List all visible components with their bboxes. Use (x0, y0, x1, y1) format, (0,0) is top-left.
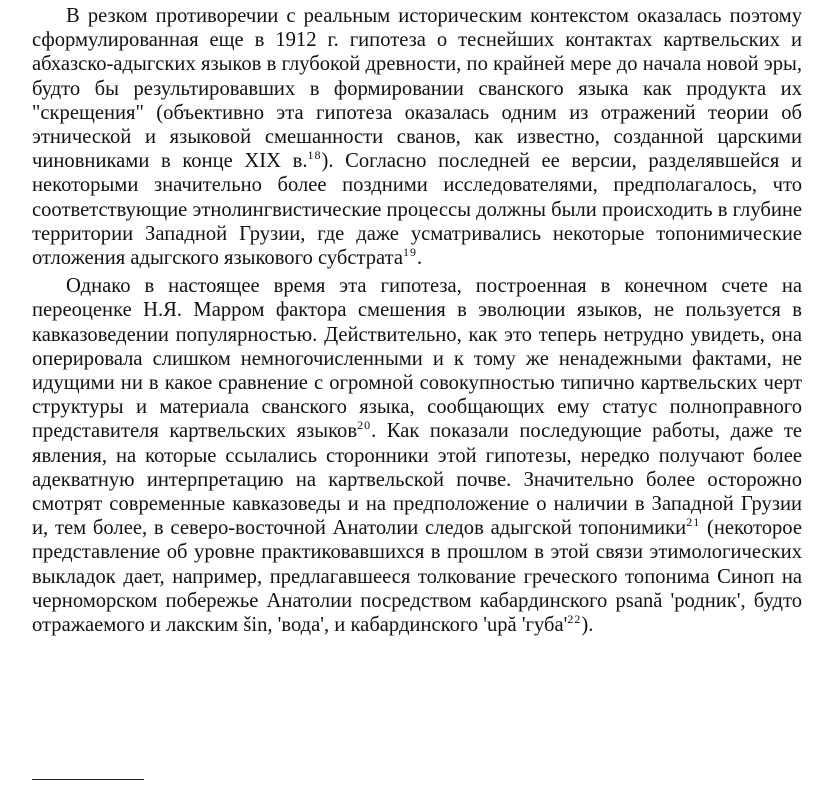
paragraph-1-text-c: . (417, 247, 423, 270)
paragraph-1-text-a: В резком противоречии с реальным историческим контекстом оказалась поэтому сформулированная еще в 1912 г. гипотеза о теснейших контактах картвельских и абхазско-адыгских языков в глубокой древности, по крайней мере до начала новой эры, будто бы результировавших в формировании сванского языка как продукта их "скрещения" (объективно эта гипотеза оказалась одним из отражений теории об этнической и языковой смешанности сванов, как известно, созданной царскими чиновниками в конце XIX в. (32, 5, 802, 173)
paragraph-1-text-b: ). Согласно последней ее версии, разделявшейся и некоторыми значительно более поздними исследователями, предполагалось, что соответствующие этнолингвистические процессы должны были происходить в глубине территории Западной Грузии, где даже усматривались некоторые топонимические отложения адыгского языкового субстрата (32, 150, 802, 270)
footnote-separator-rule (32, 779, 144, 780)
paragraph-2 (32, 274, 802, 637)
body-text (32, 4, 802, 637)
paragraph-2-text-b: . Как показали последующие работы, даже те явления, на которые ссылались сторонники этой гипотезы, нередко получают более адекватную интерпретацию на картвельской почве. Значительно более осторожно смотрят современные кавказоведы и на предположение о наличии в Западной Грузии и, тем более, в северо-восточной Анатолии следов адыгской топонимики (32, 420, 802, 540)
footnote-ref-22: 22 (567, 612, 582, 627)
footnote-ref-19: 19 (403, 245, 418, 260)
footnote-ref-20: 20 (357, 418, 372, 433)
paragraph-2-text-a: Однако в настоящее время эта гипотеза, построенная в конечном счете на переоценке Н.Я. Марром фактора смешения в эволюции языков, не пользуется в кавказоведении популярностью. Действительно, как это теперь нетрудно увидеть, она оперировала слишком немногочисленными и к тому же ненадежными фактами, не идущими ни в какое сравнение с огромной совокупностью типично картвельских черт структуры и материала сванского языка, сообщающих ему статус полноправного представителя картвельских языков (32, 275, 802, 443)
footnote-ref-21: 21 (686, 515, 701, 530)
paragraph-2-text-c: (некоторое представление об уровне практиковавшихся в прошлом в этой связи этимологических выкладок дает, например, предлагавшееся толкование греческого топонима Синоп на черноморском побережье Анатолии посредством кабардинского psană 'родник', будто отражаемого и лакским šin, 'вода', и кабардинского 'upă 'губа' (32, 517, 802, 637)
paragraph-2-text-d: ). (581, 614, 594, 637)
paragraph-1 (32, 4, 802, 270)
footnote-ref-18: 18 (307, 148, 322, 163)
